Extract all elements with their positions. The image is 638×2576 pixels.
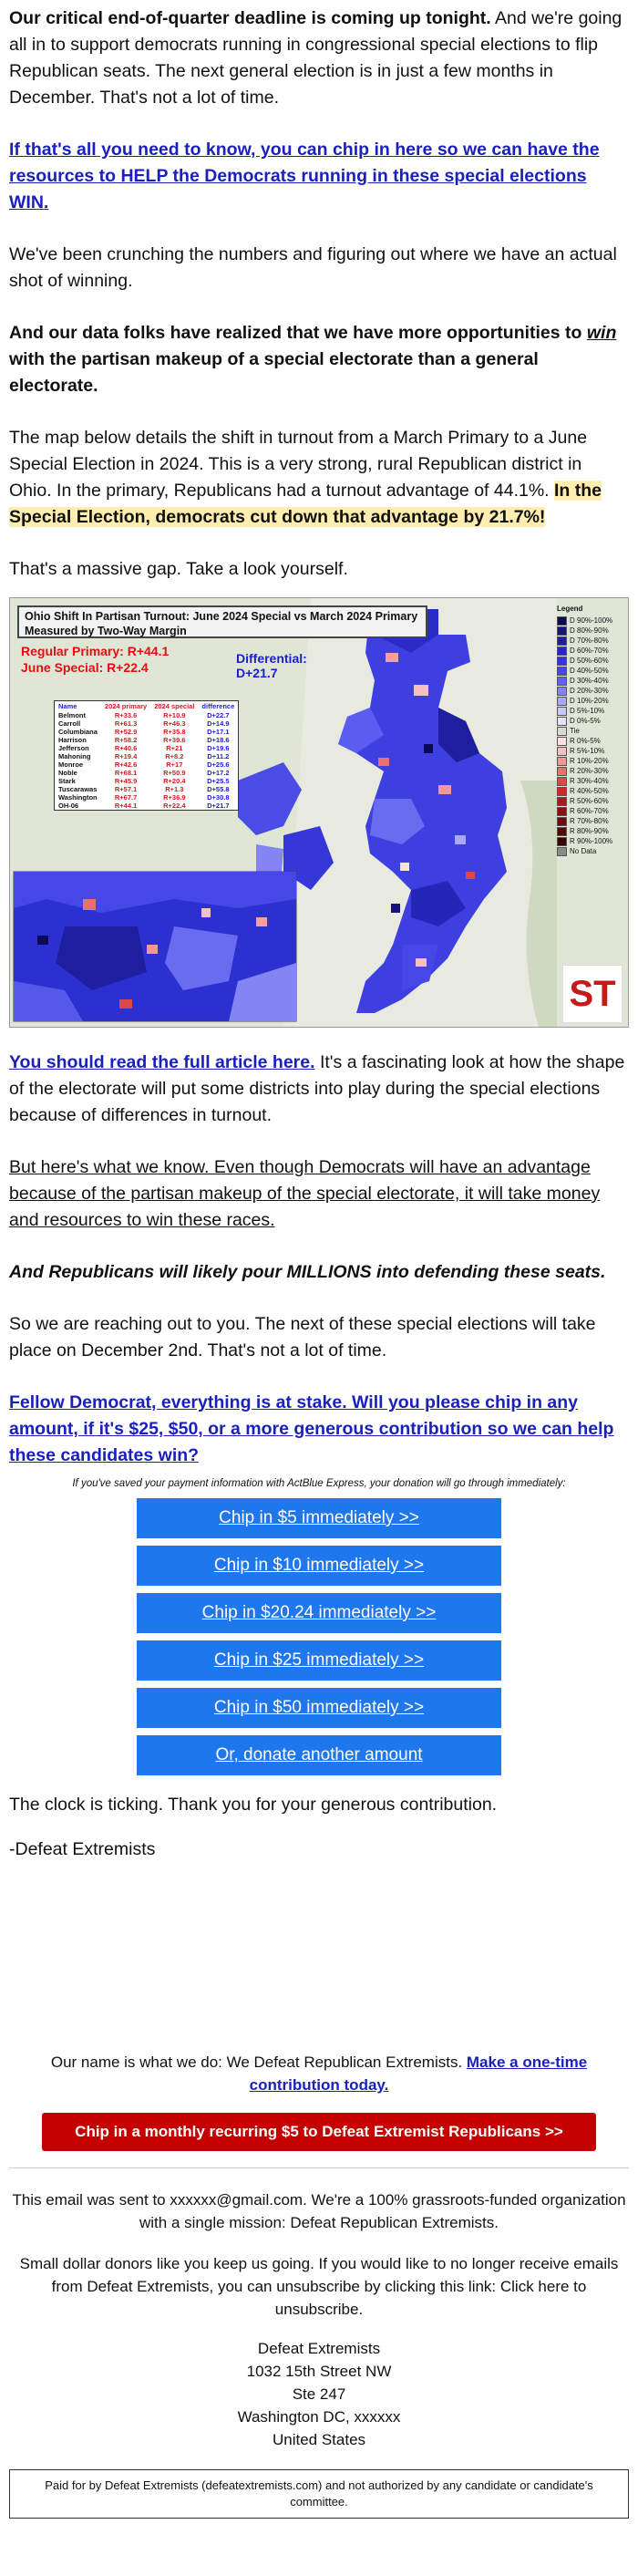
table-cell: Jefferson — [58, 744, 89, 752]
legend-label: D 0%-5% — [570, 717, 601, 725]
legend-swatch — [557, 737, 567, 746]
legend-item — [557, 756, 623, 766]
legend-label: R 90%-100% — [570, 837, 613, 845]
legend-swatch — [557, 847, 567, 856]
legend-swatch — [557, 707, 567, 716]
legend-label: R 50%-60% — [570, 797, 609, 805]
monthly-recurring-button[interactable]: Chip in a monthly recurring $5 to Defeat Extremist Republicans >> — [42, 2113, 596, 2151]
other-amount-button[interactable]: Or, donate another amount — [137, 1735, 501, 1775]
legend-item — [557, 696, 623, 706]
table-cell: R+68.1 — [114, 769, 138, 777]
legend-item — [557, 766, 623, 776]
legend-item — [557, 676, 623, 686]
table-cell: R+33.6 — [114, 711, 138, 719]
legend-item — [557, 656, 623, 666]
chip-in-5-button[interactable]: Chip in $5 immediately >> — [137, 1498, 501, 1538]
table-cell: R+58.2 — [114, 736, 138, 744]
legend-label: R 10%-20% — [570, 757, 609, 765]
table-cell: R+44.1 — [114, 802, 138, 810]
june-special-label: June Special: R+22.4 — [21, 660, 149, 675]
legend-swatch — [557, 747, 567, 756]
legend-label: R 40%-50% — [570, 787, 609, 795]
map-intro-text: The map below details the shift in turnout from a March Primary to a June Special Election in 2024. This is a very strong, rural Republican district in Ohio. In the primary, Republicans had a turnout advantage of 44.1%. — [9, 428, 588, 501]
table-row — [55, 760, 239, 769]
opportunities-text-a: And our data folks have realized that we have more opportunities to — [9, 323, 587, 343]
inset-map — [14, 872, 296, 1021]
table-cell: R+17 — [166, 760, 183, 769]
table-cell: R+57.1 — [114, 785, 138, 793]
county-table — [54, 700, 239, 811]
intro-rest: And we're going all in to support democrats running in congressional special elections to flip Republican seats. The next general election is in just a few months in December. That's not a lot of time. — [9, 8, 623, 108]
ohio-turnout-map[interactable] — [9, 597, 629, 1028]
chip-in-50-button[interactable]: Chip in $50 immediately >> — [137, 1688, 501, 1728]
legend-item — [557, 726, 623, 736]
col-primary: 2024 primary — [104, 702, 148, 710]
legend-label: R 0%-5% — [570, 737, 601, 745]
table-row — [55, 752, 239, 760]
table-cell: R+35.8 — [163, 728, 186, 736]
thank-you-paragraph: The clock is ticking. Thank you for your generous contribution. — [9, 1795, 498, 1815]
table-cell: R+36.9 — [163, 793, 186, 802]
intro-paragraph — [9, 5, 629, 111]
table-cell: D+21.7 — [207, 802, 230, 810]
legend-swatch — [557, 667, 567, 676]
legend-item — [557, 786, 623, 796]
legend-label: R 5%-10% — [570, 747, 605, 755]
legend-label: No Data — [570, 847, 597, 855]
table-cell: R+1.3 — [165, 785, 184, 793]
massive-gap-paragraph: That's a massive gap. Take a look yourself. — [9, 559, 348, 579]
table-cell: D+18.6 — [207, 736, 230, 744]
paid-for-disclaimer: Paid for by Defeat Extremists (defeatextremists.com) and not authorized by any candidate or candidate's committee. — [9, 2469, 629, 2519]
legend-label: D 80%-90% — [570, 626, 609, 635]
legend-swatch — [557, 767, 567, 776]
address-city: Washington DC, xxxxxx — [237, 2408, 401, 2426]
legend-item — [557, 776, 623, 786]
reaching-out-paragraph: So we are reaching out to you. The next of these special elections will take place on December 2nd. That's not a lot of time. — [9, 1314, 596, 1360]
table-cell: Belmont — [58, 711, 86, 719]
legend-label: D 90%-100% — [570, 616, 613, 625]
legend-swatch — [557, 717, 567, 726]
table-row — [55, 711, 239, 719]
legend-item — [557, 626, 623, 636]
table-row — [55, 785, 239, 793]
map-legend — [557, 604, 623, 856]
legend-swatch — [557, 687, 567, 696]
legend-item — [557, 826, 623, 836]
signoff: -Defeat Extremists — [9, 1839, 156, 1859]
table-cell: R+42.6 — [114, 760, 138, 769]
table-row — [55, 793, 239, 802]
legend-label: R 80%-90% — [570, 827, 609, 835]
table-cell: R+45.9 — [114, 777, 138, 785]
table-cell: R+61.3 — [114, 719, 138, 728]
chip-in-10-button[interactable]: Chip in $10 immediately >> — [137, 1546, 501, 1586]
legend-item — [557, 666, 623, 676]
legend-label: D 10%-20% — [570, 697, 609, 705]
legend-swatch — [557, 797, 567, 806]
table-cell: Harrison — [58, 736, 87, 744]
legend-swatch — [557, 626, 567, 636]
differential-label: Differential: — [236, 651, 307, 666]
table-cell: D+17.1 — [207, 728, 230, 736]
legend-item — [557, 746, 623, 756]
one-time-contribution-link[interactable]: Make a one-time contribution today. — [249, 2054, 588, 2094]
mailing-address — [9, 2337, 629, 2451]
table-cell: Monroe — [58, 760, 84, 769]
mission-statement — [9, 2051, 629, 2096]
map-subtitle: Measured by Two-Way Margin — [25, 625, 187, 637]
legend-title: Legend — [557, 605, 583, 613]
col-name: Name — [58, 702, 77, 710]
table-cell: D+25.6 — [207, 760, 230, 769]
table-cell: R+46.3 — [163, 719, 186, 728]
table-cell: Carroll — [58, 719, 81, 728]
legend-item — [557, 686, 623, 696]
table-row — [55, 719, 239, 728]
table-cell: D+11.2 — [207, 752, 230, 760]
st-logo — [562, 965, 623, 1023]
article-text: It's a fascinating look at how the shape of the electorate will put some districts into play during the special elections because of differences in turnout. — [9, 1052, 625, 1125]
legend-label: R 20%-30% — [570, 767, 609, 775]
legend-swatch — [557, 807, 567, 816]
legend-swatch — [557, 827, 567, 836]
table-cell: Washington — [58, 793, 98, 802]
email-body — [9, 0, 629, 2519]
legend-item — [557, 646, 623, 656]
chip-in-link-top[interactable]: If that's all you need to know, you can chip in here so we can have the resources to HELP the Democrats running in these special elections WIN. — [9, 140, 600, 212]
unsubscribe-text: Small dollar donors like you keep us going. If you would like to no longer receive emails from Defeat Extremists, you can unsubscribe by clicking this link: Click here to unsubscribe. — [19, 2255, 619, 2318]
regular-primary-label: Regular Primary: R+44.1 — [21, 644, 170, 658]
table-cell: R+67.7 — [114, 793, 138, 802]
legend-label: D 40%-50% — [570, 667, 609, 675]
table-cell: Stark — [58, 777, 76, 785]
legend-item — [557, 836, 623, 846]
crunching-paragraph: We've been crunching the numbers and figuring out where we have an actual shot of winning. — [9, 244, 617, 291]
st-logo-text: ST — [569, 974, 616, 1014]
legend-swatch — [557, 657, 567, 666]
table-row — [55, 802, 239, 811]
differential-box — [236, 651, 307, 680]
table-cell: Noble — [58, 769, 77, 777]
legend-swatch — [557, 727, 567, 736]
legend-swatch — [557, 616, 567, 626]
table-row — [55, 777, 239, 785]
legend-label: R 70%-80% — [570, 817, 609, 825]
address-org: Defeat Extremists — [257, 2340, 381, 2357]
table-cell: D+25.5 — [207, 777, 230, 785]
table-cell: OH-06 — [58, 802, 79, 810]
table-cell: D+17.2 — [207, 769, 230, 777]
win-emphasis: win — [586, 323, 617, 343]
legend-label: D 70%-80% — [570, 636, 609, 645]
table-row — [55, 736, 239, 744]
legend-label: R 60%-70% — [570, 807, 609, 815]
legend-item — [557, 736, 623, 746]
table-cell: R+40.6 — [114, 744, 138, 752]
opportunities-text-b: with the partisan makeup of a special electorate than a general electorate. — [9, 349, 539, 396]
legend-swatch — [557, 677, 567, 686]
address-country: United States — [272, 2431, 366, 2448]
map-title: Ohio Shift In Partisan Turnout: June 2024 Special vs March 2024 Primary — [25, 610, 418, 623]
table-cell: R+10.9 — [163, 711, 186, 719]
highlight-text: In the Special Election, democrats cut down that advantage by 21.7%! — [9, 481, 602, 527]
legend-item — [557, 816, 623, 826]
legend-swatch — [557, 817, 567, 826]
differential-value: D+21.7 — [236, 666, 278, 680]
legend-item — [557, 806, 623, 816]
legend-swatch — [557, 777, 567, 786]
col-special: 2024 special — [154, 702, 195, 710]
legend-item — [557, 716, 623, 726]
table-cell: R+19.4 — [114, 752, 138, 760]
map-intro-paragraph — [9, 425, 629, 531]
opportunities-paragraph — [9, 320, 629, 399]
col-difference: difference — [201, 702, 235, 710]
legend-item — [557, 796, 623, 806]
legend-swatch — [557, 787, 567, 796]
intro-bold: Our critical end-of-quarter deadline is coming up tonight. — [9, 8, 491, 28]
legend-item — [557, 706, 623, 716]
legend-label: D 50%-60% — [570, 657, 609, 665]
article-paragraph — [9, 1050, 629, 1129]
table-row — [55, 744, 239, 752]
actblue-express-note: If you've saved your payment information with ActBlue Express, your donation will go through immediately: — [72, 1478, 566, 1489]
legend-label: D 20%-30% — [570, 687, 609, 695]
full-article-link[interactable]: You should read the full article here. — [9, 1052, 315, 1072]
legend-item — [557, 846, 623, 856]
table-cell: R+52.9 — [114, 728, 138, 736]
millions-paragraph: And Republicans will likely pour MILLIONS into defending these seats. — [9, 1262, 606, 1282]
table-cell: D+22.7 — [207, 711, 230, 719]
table-cell: R+20.4 — [163, 777, 186, 785]
legend-swatch — [557, 647, 567, 656]
table-cell: R+22.4 — [163, 802, 186, 810]
table-cell: D+14.9 — [207, 719, 230, 728]
legend-label: R 30%-40% — [570, 777, 609, 785]
legend-label: D 60%-70% — [570, 647, 609, 655]
county-table-header — [55, 701, 239, 712]
sent-to-text: This email was sent to xxxxxx@gmail.com. We're a 100% grassroots-funded organization with a single mission: Defeat Republican Extremists. — [12, 2191, 626, 2231]
table-cell: D+55.8 — [207, 785, 230, 793]
donation-buttons — [9, 1498, 629, 1775]
fellow-democrat-link[interactable]: Fellow Democrat, everything is at stake. Will you please chip in any amount, if it's $25, $50, or a more generous contribution so we can help these candidates win? — [9, 1392, 614, 1465]
table-cell: D+30.8 — [207, 793, 230, 802]
table-cell: Mahoning — [58, 752, 91, 760]
mission-text: Our name is what we do: We Defeat Republican Extremists. — [50, 2054, 467, 2071]
legend-swatch — [557, 837, 567, 846]
table-cell: R+8.2 — [165, 752, 184, 760]
legend-label: D 5%-10% — [570, 707, 605, 715]
address-street: 1032 15th Street NW — [246, 2363, 392, 2380]
table-row — [55, 769, 239, 777]
chip-in-25-button[interactable]: Chip in $25 immediately >> — [137, 1640, 501, 1681]
table-cell: Columbiana — [58, 728, 98, 736]
legend-swatch — [557, 636, 567, 646]
table-cell: R+50.9 — [163, 769, 186, 777]
legend-label: Tie — [570, 727, 580, 735]
legend-swatch — [557, 757, 567, 766]
address-suite: Ste 247 — [292, 2385, 346, 2403]
table-cell: R+39.6 — [163, 736, 186, 744]
chip-in-20-24-button[interactable]: Chip in $20.24 immediately >> — [137, 1593, 501, 1633]
what-we-know-paragraph: But here's what we know. Even though Democrats will have an advantage because of the partisan makeup of the special electorate, it will take money and resources to win these races. — [9, 1157, 601, 1230]
table-cell: Tuscarawas — [58, 785, 98, 793]
map-title-box — [17, 605, 427, 638]
legend-item — [557, 636, 623, 646]
table-cell: R+21 — [166, 744, 183, 752]
table-cell: D+19.6 — [207, 744, 230, 752]
legend-label: D 30%-40% — [570, 677, 609, 685]
legend-swatch — [557, 697, 567, 706]
legend-item — [557, 616, 623, 626]
table-row — [55, 728, 239, 736]
